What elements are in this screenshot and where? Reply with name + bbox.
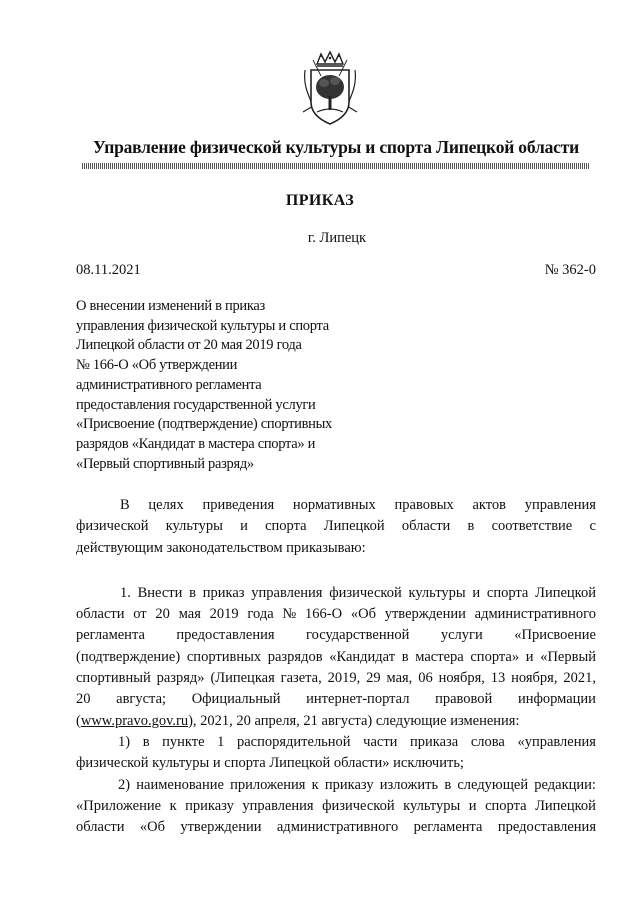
- word: административного: [276, 819, 399, 836]
- word: Липецкой: [535, 584, 596, 601]
- word: регламента: [413, 819, 483, 836]
- word: в: [189, 584, 196, 601]
- word: предоставления: [176, 627, 275, 644]
- word: изложить: [379, 776, 439, 793]
- word: и: [240, 518, 248, 535]
- word: «Первый: [540, 648, 596, 665]
- word: мая,: [386, 670, 413, 687]
- word: 166-О: [305, 606, 343, 623]
- word: в: [467, 518, 475, 535]
- document-number: № 362-0: [544, 262, 596, 278]
- word: 2021,: [563, 670, 596, 687]
- text-line: [76, 495, 596, 516]
- word: актов: [472, 497, 507, 513]
- text-line: действующим законодательством приказываю:: [76, 539, 366, 556]
- word: 2019,: [327, 670, 361, 687]
- word: 13: [490, 670, 506, 687]
- word: части: [363, 733, 398, 750]
- word: приказ: [202, 584, 245, 601]
- text-line: [76, 583, 596, 604]
- word: (подтверждение): [76, 648, 181, 665]
- word: управления: [242, 797, 314, 814]
- word: «Кандидат: [329, 648, 396, 665]
- word: информации: [517, 691, 596, 708]
- word: к: [311, 776, 319, 793]
- word: соответствие: [491, 518, 573, 535]
- word: приведения: [202, 497, 275, 513]
- word: и: [472, 584, 481, 601]
- pravo-gov-link[interactable]: www.pravo.gov.ru: [80, 712, 189, 729]
- word: разрядов: [267, 648, 323, 665]
- document-city: г. Липецк: [307, 230, 367, 246]
- word: ноября,: [438, 670, 485, 687]
- subitem-1-paragraph: [76, 732, 596, 775]
- word: №: [282, 606, 297, 623]
- word: в: [444, 776, 452, 793]
- word: Липецкой: [323, 518, 385, 535]
- text-line: [76, 668, 596, 689]
- word: спорта: [265, 518, 307, 535]
- text-line: [76, 796, 596, 817]
- word: спортивный: [76, 670, 151, 687]
- word: 1.: [120, 584, 131, 601]
- word: Официальный: [191, 691, 281, 708]
- item-1-paragraph: [76, 583, 596, 732]
- word: мастера: [415, 648, 464, 665]
- word: следующей: [457, 776, 529, 793]
- word: слова: [470, 733, 505, 750]
- word: от: [133, 606, 147, 623]
- word: спорта: [485, 797, 527, 814]
- word: нормативных: [292, 497, 376, 513]
- word: «Приложение: [76, 797, 162, 814]
- word: 20: [155, 606, 170, 623]
- subject-line: предоставления государственной услуги: [76, 396, 316, 413]
- word: управления: [251, 584, 323, 601]
- subject-line: управления физической культуры и спорта: [76, 317, 329, 334]
- word: приказу: [185, 797, 234, 814]
- word: целях: [148, 497, 184, 513]
- word: (Липецкая: [210, 670, 275, 687]
- word: утверждении: [384, 606, 466, 623]
- word: Внести: [137, 584, 183, 601]
- word: В: [120, 497, 130, 513]
- text-line: [76, 689, 596, 710]
- text-line: [76, 647, 596, 668]
- subject-line: О внесении изменений в приказ: [76, 298, 265, 314]
- word: области: [401, 518, 451, 535]
- document-title: ПРИКАЗ: [285, 192, 355, 209]
- word: 1: [217, 733, 225, 750]
- text-line: [76, 817, 596, 838]
- subject-line: «Первый спортивный разряд»: [76, 455, 254, 472]
- word: физической: [329, 584, 402, 601]
- word: спорта: [486, 584, 529, 601]
- subject-line: «Присвоение (подтверждение) спортивных: [76, 416, 332, 433]
- word: разряд»: [156, 670, 205, 687]
- document-body: [76, 495, 596, 838]
- word: 20: [76, 691, 91, 708]
- word: 06: [418, 670, 433, 687]
- text-line: физической культуры и спорта Липецкой области» исключить;: [76, 755, 464, 772]
- word: распорядительной: [236, 733, 351, 750]
- text-line: [76, 775, 596, 796]
- intro-paragraph: [76, 495, 596, 559]
- word: 2019: [209, 606, 239, 623]
- word: «Об: [139, 819, 165, 836]
- word: «управления: [517, 733, 596, 750]
- word: редакции:: [534, 776, 596, 793]
- word: культуры: [408, 584, 466, 601]
- word: спортивных: [186, 648, 262, 665]
- word: 29: [366, 670, 381, 687]
- word: регламента: [76, 627, 145, 644]
- document-subject: [76, 297, 376, 474]
- word: с: [589, 518, 596, 535]
- word: августа;: [116, 691, 167, 708]
- text-line: [76, 625, 596, 646]
- text-line: [76, 732, 596, 753]
- subject-line: Липецкой области от 20 мая 2019 года: [76, 337, 302, 354]
- word: приказа: [410, 733, 459, 750]
- word: и: [525, 648, 534, 665]
- word: пункте: [162, 733, 205, 750]
- word: газета,: [280, 670, 322, 687]
- subitem-2-paragraph: [76, 775, 596, 839]
- subject-line: разрядов «Кандидат в мастера спорта» и: [76, 435, 316, 452]
- word: физической: [76, 518, 149, 535]
- word: государственной: [306, 627, 410, 644]
- word: в: [401, 648, 409, 665]
- text-line: (www.pravo.gov.ru), 2021, 20 апреля, 21 августа) следующие изменения:: [76, 712, 520, 729]
- subject-line: № 166-О «Об утверждении: [76, 357, 238, 374]
- word: приложения: [230, 776, 306, 793]
- organization-name: Управление физической культуры и спорта Липецкой области: [92, 137, 579, 157]
- word: спорта»: [470, 648, 520, 665]
- word: интернет-портал: [306, 691, 410, 708]
- word: управления: [524, 497, 596, 513]
- word: мая: [178, 606, 201, 623]
- word: «Об: [350, 606, 376, 623]
- word: области: [76, 606, 125, 623]
- word: области: [76, 819, 125, 836]
- word: предоставления: [497, 819, 596, 836]
- word: в: [142, 733, 150, 750]
- word: культуры: [165, 518, 223, 535]
- text-line: [76, 516, 596, 537]
- word: «Присвоение: [514, 627, 596, 644]
- word: 2): [118, 776, 131, 793]
- word: культуры: [403, 797, 461, 814]
- text-line: [76, 604, 596, 625]
- word: административного: [474, 606, 596, 623]
- word: Липецкой: [535, 797, 596, 814]
- word: утверждении: [180, 819, 262, 836]
- word: наименование: [136, 776, 224, 793]
- word: услуги: [440, 627, 483, 644]
- coat-of-arms-emblem: [299, 50, 361, 128]
- word: к: [169, 797, 177, 814]
- word: 1): [118, 733, 131, 750]
- document-date: 08.11.2021: [76, 262, 141, 278]
- word: года: [247, 606, 274, 623]
- word: правовых: [394, 497, 454, 513]
- word: и: [468, 797, 477, 814]
- word: правовой: [435, 691, 493, 708]
- word: ноября,: [511, 670, 558, 687]
- header-divider: [82, 163, 590, 169]
- subject-line: административного регламента: [76, 376, 262, 393]
- word: приказу: [324, 776, 374, 793]
- word: физической: [322, 797, 395, 814]
